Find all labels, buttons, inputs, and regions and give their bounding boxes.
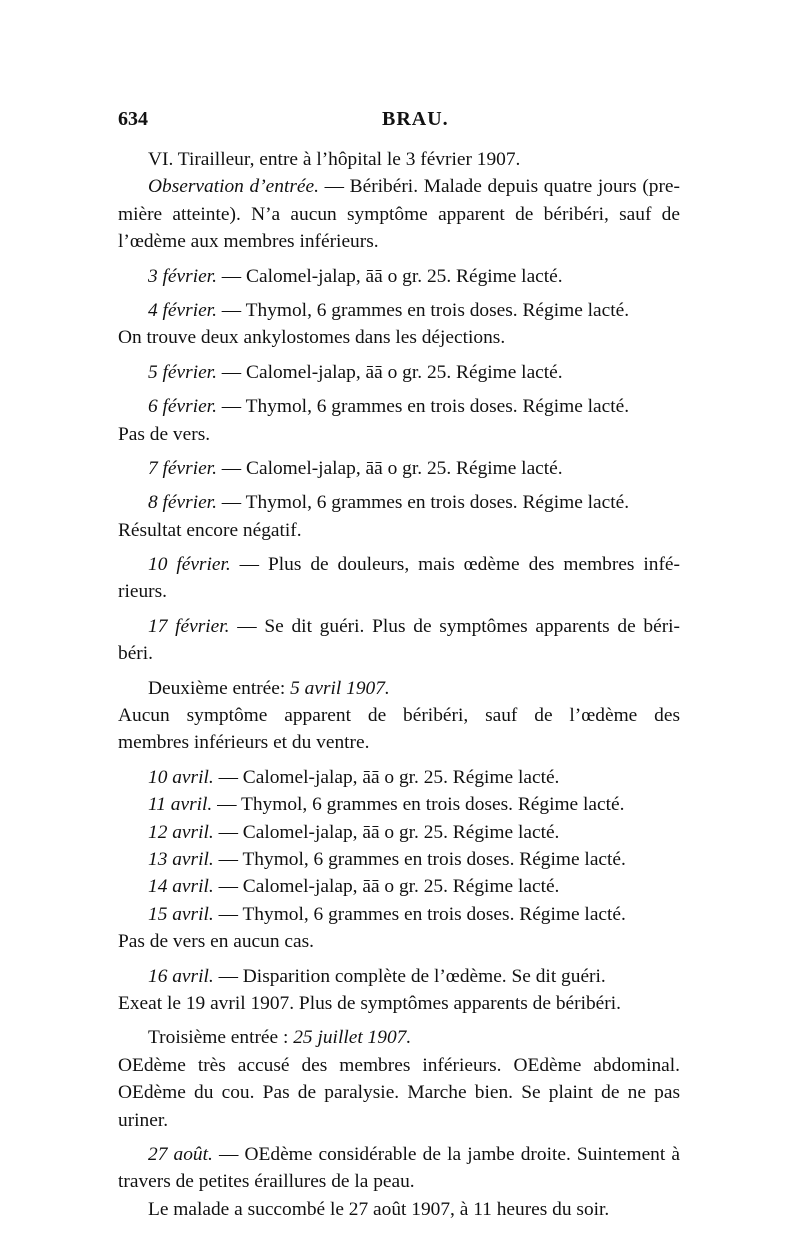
line-text: l’œdème aux membres inférieurs. — [118, 231, 379, 253]
line-text: On trouve deux ankylostomes dans les déjections. — [118, 327, 506, 349]
line-text: Deuxième entrée: — [148, 677, 291, 699]
line-text: — Calomel-jalap, āā o gr. 25. Régime lacté. — [216, 265, 563, 287]
text-line — [118, 1168, 680, 1195]
entry-date: 8 février. — [148, 492, 217, 514]
line-text: mière atteinte). N’a aucun symptôme apparent de béribéri, sauf de — [118, 203, 680, 225]
line-text: uriner. — [118, 1109, 169, 1131]
admission-date: 25 juillet 1907. — [293, 1027, 412, 1049]
text-line — [118, 1079, 680, 1106]
paragraph — [118, 764, 680, 791]
line-text: — Se dit guéri. Plus de symptômes apparents de béri- — [229, 615, 681, 637]
line-text: Aucun symptôme apparent de béribéri, sauf de l’œdème des — [118, 705, 680, 727]
text-line — [118, 963, 680, 990]
entry-date: 5 février. — [148, 361, 217, 383]
line-text: — Thymol, 6 grammes en trois doses. Régime lacté. — [212, 794, 625, 816]
text-line — [118, 640, 680, 667]
text-line — [118, 764, 680, 791]
text-line — [118, 1107, 680, 1134]
line-text: — Béribéri. Malade depuis quatre jours (pre- — [318, 176, 680, 198]
paragraph — [118, 297, 680, 352]
paragraph — [118, 146, 680, 173]
text-line — [118, 613, 680, 640]
line-text: rieurs. — [118, 581, 167, 603]
running-head: BRAU. — [382, 108, 449, 130]
page-header — [118, 108, 678, 138]
text-line — [118, 1141, 680, 1168]
line-text: — Thymol, 6 grammes en trois doses. Régime lacté. — [216, 299, 630, 321]
entry-date: 13 avril. — [148, 848, 214, 870]
entry-date: 12 avril. — [148, 821, 214, 843]
paragraph — [118, 901, 680, 956]
entry-date: 4 février. — [148, 299, 217, 321]
paragraph — [118, 551, 680, 606]
paragraph — [118, 489, 680, 544]
paragraph — [118, 791, 680, 818]
line-text: Pas de vers en aucun cas. — [118, 931, 314, 953]
text-line — [118, 201, 680, 228]
text-line — [118, 1052, 680, 1079]
line-text: — Thymol, 6 grammes en trois doses. Régime lacté. — [213, 848, 626, 870]
text-line — [118, 517, 680, 544]
line-text: — Calomel-jalap, āā o gr. 25. Régime lacté. — [213, 821, 560, 843]
paragraph — [118, 263, 680, 290]
paragraph — [118, 455, 680, 482]
text-line — [118, 990, 680, 1017]
entry-date: 6 février. — [148, 396, 217, 418]
text-line — [118, 578, 680, 605]
text-line — [118, 359, 680, 386]
paragraph — [118, 846, 680, 873]
line-text: — Thymol, 6 grammes en trois doses. Régime lacté. — [216, 396, 630, 418]
page-number: 634 — [118, 108, 148, 130]
line-text: Le malade a succombé le 27 août 1907, à 11 heures du soir. — [148, 1198, 610, 1220]
text-line — [118, 729, 680, 756]
text-line — [118, 873, 680, 900]
text-line — [118, 146, 680, 173]
text-line — [118, 1196, 680, 1223]
text-line — [118, 324, 680, 351]
entry-date: 14 avril. — [148, 876, 214, 898]
text-line — [118, 551, 680, 578]
paragraph — [118, 675, 680, 757]
text-line — [118, 228, 680, 255]
entry-date: 3 février. — [148, 265, 217, 287]
line-text: Exeat le 19 avril 1907. Plus de symptômes apparents de béribéri. — [118, 992, 621, 1014]
line-text: travers de petites éraillures de la peau. — [118, 1171, 415, 1193]
text-line — [118, 675, 680, 702]
line-text: béri. — [118, 643, 153, 665]
line-text: Pas de vers. — [118, 423, 211, 445]
text-line — [118, 791, 680, 818]
text-line — [118, 928, 680, 955]
text-line — [118, 297, 680, 324]
text-line — [118, 173, 680, 200]
text-line — [118, 489, 680, 516]
entry-date: Observation d’entrée. — [148, 176, 319, 198]
text-line — [118, 1024, 680, 1051]
entry-date: 17 février. — [148, 615, 230, 637]
paragraph — [118, 613, 680, 668]
paragraph — [118, 1196, 680, 1223]
paragraph — [118, 393, 680, 448]
text-line — [118, 901, 680, 928]
entry-date: 7 février. — [148, 457, 217, 479]
paragraph — [118, 359, 680, 386]
paragraph — [118, 963, 680, 1018]
line-text: — Calomel-jalap, āā o gr. 25. Régime lacté. — [216, 361, 563, 383]
line-text: — Thymol, 6 grammes en trois doses. Régime lacté. — [216, 492, 630, 514]
line-text: VI. Tirailleur, entre à l’hôpital le 3 février 1907. — [148, 149, 521, 170]
line-text: — OEdème considérable de la jambe droite. Suintement à — [212, 1143, 681, 1165]
line-text: — Thymol, 6 grammes en trois doses. Régime lacté. — [213, 903, 626, 925]
entry-date: 16 avril. — [148, 965, 214, 987]
line-text: OEdème très accusé des membres inférieurs. OEdème abdominal. — [118, 1054, 680, 1076]
paragraph — [118, 1141, 680, 1196]
line-text: Résultat encore négatif. — [118, 519, 302, 541]
text-line — [118, 393, 680, 420]
text-line — [118, 846, 680, 873]
text-line — [118, 455, 680, 482]
paragraph — [118, 1024, 680, 1134]
text-line — [118, 702, 680, 729]
text-line — [118, 421, 680, 448]
line-text: — Calomel-jalap, āā o gr. 25. Régime lacté. — [213, 876, 560, 898]
line-text: — Plus de douleurs, mais œdème des membres infé- — [230, 554, 680, 576]
entry-date: 10 février. — [148, 554, 231, 576]
paragraph — [118, 873, 680, 900]
entry-date: 11 avril. — [148, 794, 213, 816]
paragraph — [118, 173, 680, 255]
paragraph — [118, 819, 680, 846]
entry-date: 15 avril. — [148, 903, 214, 925]
line-text: membres inférieurs et du ventre. — [118, 732, 370, 754]
line-text: OEdème du cou. Pas de paralysie. Marche bien. Se plaint de ne pas — [118, 1082, 680, 1104]
document-body — [118, 146, 680, 1223]
entry-date: 10 avril. — [148, 766, 214, 788]
text-line — [118, 819, 680, 846]
line-text: — Calomel-jalap, āā o gr. 25. Régime lacté. — [213, 766, 560, 788]
text-line — [118, 263, 680, 290]
line-text: Troisième entrée : — [148, 1027, 294, 1049]
line-text: — Calomel-jalap, āā o gr. 25. Régime lacté. — [216, 457, 563, 479]
line-text: — Disparition complète de l’œdème. Se dit guéri. — [213, 965, 606, 987]
admission-date: 5 avril 1907. — [290, 677, 390, 699]
entry-date: 27 août. — [148, 1143, 213, 1165]
